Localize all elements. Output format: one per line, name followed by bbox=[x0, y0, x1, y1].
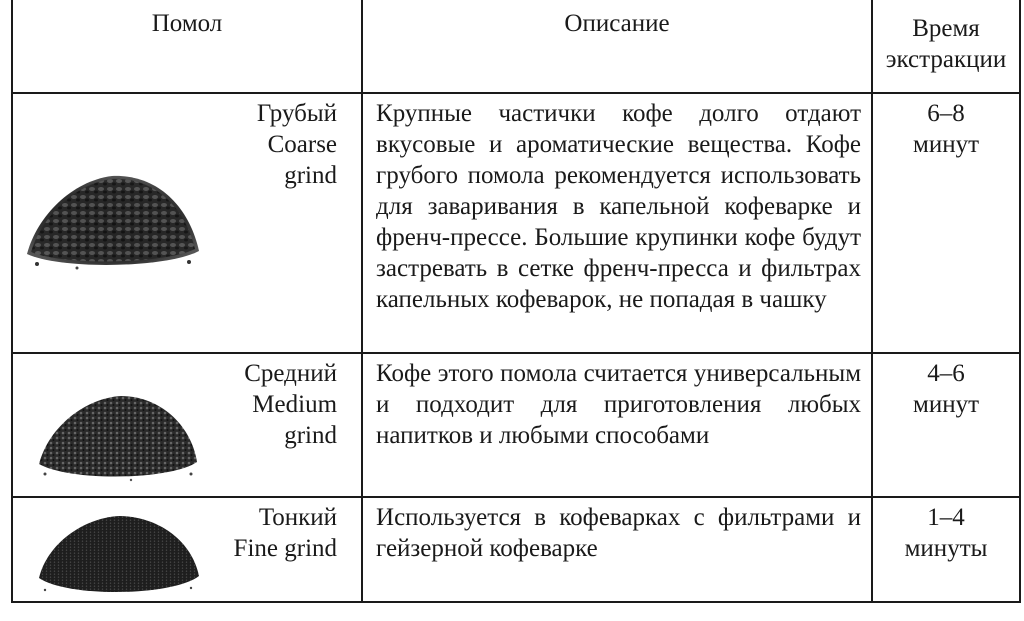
medium-name-cell: Средний Medium grind bbox=[207, 353, 362, 497]
coarse-name-cell: Грубый Coarse grind bbox=[207, 93, 362, 353]
table-row-coarse bbox=[12, 93, 1020, 353]
fine-image-cell bbox=[12, 497, 207, 602]
coarse-description: Крупные частички кофе долго отдают вкусовые и ароматические вещества. Кофе грубого помола рекомендуется использовать для заваривания в капельной кофеварке и френч-прессе. Большие крупинки кофе будут застревать в сетке френч-пресса и фильтрах капельных кофеварок, не попадая в чашку bbox=[362, 93, 872, 353]
medium-image-cell bbox=[12, 353, 207, 497]
fine-name-cell: Тонкий Fine grind bbox=[207, 497, 362, 602]
header-extraction-time: Время экстракции bbox=[872, 0, 1020, 93]
table-row-medium bbox=[12, 353, 1020, 497]
coarse-extraction-time: 6–8 минут bbox=[872, 93, 1020, 353]
medium-description: Кофе этого помола считается универсальным и подходит для приготовления любых напитков и любыми способами bbox=[362, 353, 872, 497]
medium-coffee-pile-image bbox=[31, 376, 203, 486]
fine-description: Используется в кофеварках с фильтрами и гейзерной кофеварке bbox=[362, 497, 872, 602]
header-row bbox=[12, 0, 1020, 93]
header-description: Описание bbox=[362, 0, 872, 93]
grind-table bbox=[11, 0, 1021, 603]
coarse-coffee-pile-image bbox=[17, 146, 207, 276]
fine-extraction-time: 1–4 минуты bbox=[872, 497, 1020, 602]
coarse-image-cell bbox=[12, 93, 207, 353]
medium-extraction-time: 4–6 минут bbox=[872, 353, 1020, 497]
table-row-fine bbox=[12, 497, 1020, 602]
header-grind: Помол bbox=[12, 0, 362, 93]
fine-coffee-pile-image bbox=[33, 504, 205, 600]
